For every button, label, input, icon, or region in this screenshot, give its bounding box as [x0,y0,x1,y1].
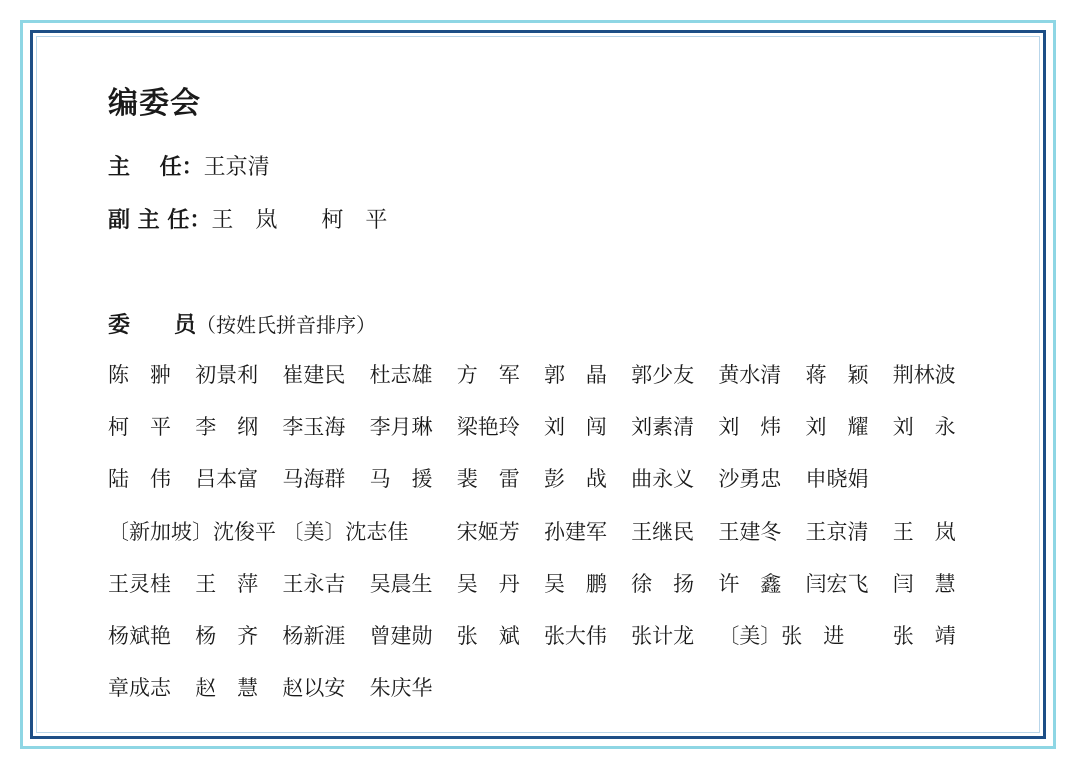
member-name: 曲永义 [631,467,695,492]
member-name: 刘 耀 [805,415,869,440]
member-name: 孙建军 [543,519,607,544]
member-name: 张 斌 [456,623,520,648]
vice-director-label: 副 主 任： [108,208,212,233]
member-name: 沙勇忠 [718,467,782,492]
member-name [893,464,980,516]
member-name: 裴 雷 [456,467,520,492]
member-name: 张大伟 [543,623,607,648]
members-sort-note: （按姓氏拼音排序） [196,313,377,337]
director-line [108,153,270,183]
member-list [108,360,988,725]
member-name: 陆 伟 [108,467,171,492]
members-heading [108,310,376,341]
member-name: 吕本富 [195,467,259,492]
member-name: 李 纲 [195,415,259,440]
member-name: 刘素清 [631,415,695,440]
member-name: 梁艳玲 [456,415,520,440]
member-name: 闫 慧 [892,571,956,596]
member-name: 王继民 [631,519,695,544]
member-name: 〔新加坡〕沈俊平 [108,519,276,544]
member-name: 徐 扬 [631,571,695,596]
member-name: 杨斌艳 [108,623,171,648]
member-name: 王京清 [805,519,869,544]
member-name: 赵以安 [282,676,346,701]
member-name: 刘 闯 [543,415,607,440]
vice-director-line [108,206,387,236]
member-name: 宋姬芳 [456,519,520,544]
member-name: 彭 战 [543,467,607,492]
member-name: 闫宏飞 [805,571,869,596]
member-name: 王永吉 [282,571,346,596]
member-name: 张 靖 [892,623,956,648]
member-name: 初景利 [195,363,259,387]
member-name: 黄水清 [718,363,782,387]
member-name: 王 岚 [892,519,956,544]
member-name: 马 援 [369,467,433,492]
member-name: 刘 炜 [718,415,782,440]
member-name: 荆林波 [892,363,956,387]
member-name: 章成志 [108,676,171,701]
member-name: 吴晨生 [369,571,433,596]
director-label: 主 任： [108,155,204,180]
member-name: 李玉海 [282,415,346,440]
member-name: 王建冬 [718,519,782,544]
member-name: 陈 翀 [108,363,171,387]
member-name: 许 鑫 [718,571,782,596]
member-name: 王灵桂 [108,571,171,596]
member-name: 蒋 颖 [805,363,869,387]
member-name: 李月琳 [369,415,433,440]
member-name: 崔建民 [282,363,346,387]
member-name: 张计龙 [631,623,695,648]
member-name: 杜志雄 [369,363,433,387]
member-name: 方 军 [456,363,520,387]
member-name: 〔美〕沈志佳 [282,519,409,544]
member-name: 郭少友 [631,363,695,387]
director-value: 王京清 [203,155,270,180]
member-name: 郭 晶 [543,363,607,387]
member-name: 吴 丹 [456,571,520,596]
vice-director-value: 王 岚 柯 平 [211,208,388,233]
member-name: 曾建勋 [369,623,433,648]
members-label: 委 员 [108,313,197,338]
member-name: 杨 齐 [195,623,259,648]
member-name: 王 萍 [195,571,259,596]
member-name: 朱庆华 [369,676,433,701]
member-name: 申晓娟 [805,467,869,492]
member-name: 吴 鹏 [543,571,607,596]
member-name: 马海群 [282,467,346,492]
member-name: 赵 慧 [195,676,259,701]
member-name: 〔美〕张 进 [718,623,845,648]
member-name: 刘 永 [892,415,956,440]
page-title: 编委会 [108,86,201,121]
member-name: 柯 平 [108,415,171,440]
member-name: 杨新涯 [282,623,346,648]
